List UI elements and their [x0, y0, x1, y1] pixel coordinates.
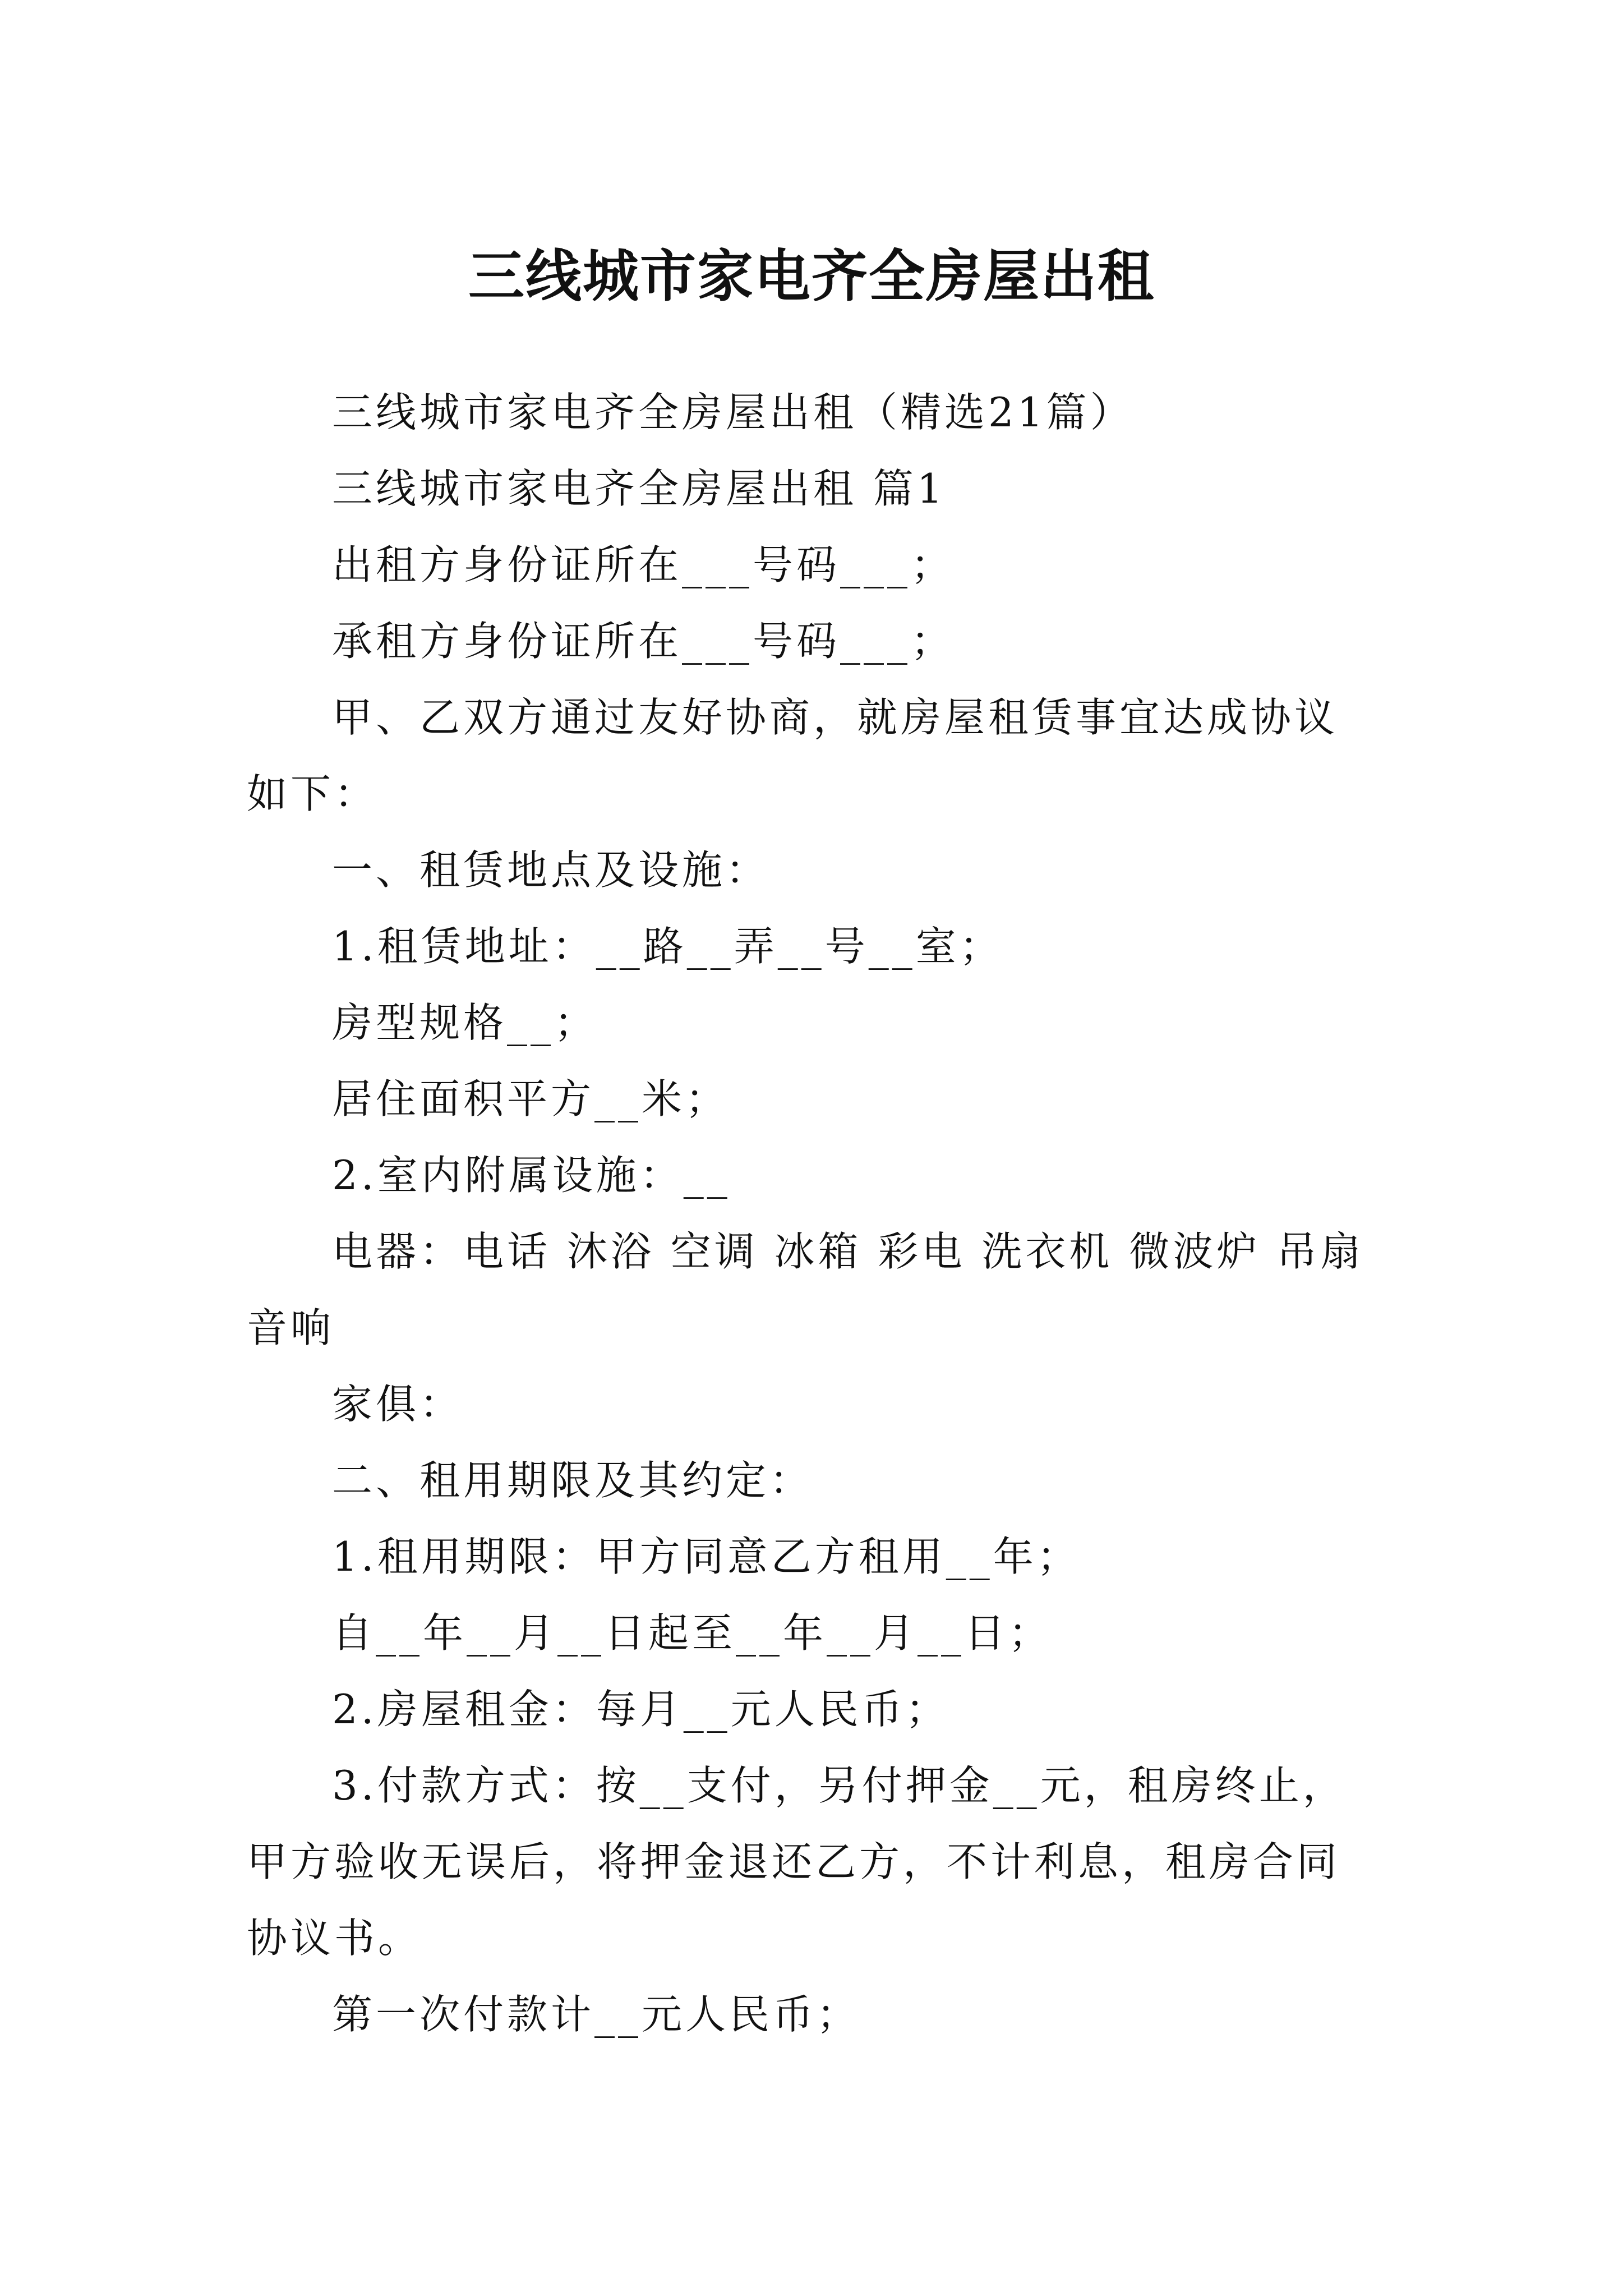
document-body: [247, 374, 1380, 2053]
paragraph-appliances: 电器：电话 沐浴 空调 冰箱 彩电 洗衣机 微波炉 吊扇 音响: [247, 1228, 1364, 1351]
paragraph-facilities: 2.室内附属设施：__: [332, 1152, 731, 1199]
paragraph-article-heading: 三线城市家电齐全房屋出租 篇1: [332, 465, 946, 512]
paragraph-living-area: 居住面积平方__米；: [332, 1075, 730, 1122]
paragraph-furniture: 家俱：: [332, 1381, 464, 1428]
paragraph-lessee-id: 承租方身份证所在___号码___；: [332, 618, 955, 665]
paragraph-payment-method: 3.付款方式：按__支付，另付押金__元，租房终止，甲方验收无误后，将押金退还乙方，不计利息，租房合同协议书。: [247, 1762, 1347, 1962]
document-title: 三线城市家电齐全房屋出租: [468, 243, 1155, 309]
paragraph-lease-dates: 自__年__月__日起至__年__月__日；: [332, 1609, 1053, 1657]
paragraph-lessor-id: 出租方身份证所在___号码___；: [332, 541, 955, 588]
paragraph-agreement-intro: 甲、乙双方通过友好协商，就房屋租赁事宜达成协议如下：: [247, 694, 1339, 817]
paragraph-section-one: 一、租赁地点及设施：: [332, 846, 770, 894]
paragraph-lease-term: 1.租用期限：甲方同意乙方租用__年；: [332, 1533, 1081, 1580]
paragraph-collection-title: 三线城市家电齐全房屋出租（精选21篇）: [332, 389, 1134, 436]
paragraph-first-payment: 第一次付款计__元人民币；: [332, 1991, 861, 2038]
paragraph-section-two: 二、租用期限及其约定：: [332, 1457, 814, 1504]
paragraph-address: 1.租赁地址：__路__弄__号__室；: [332, 923, 1003, 970]
paragraph-room-type: 房型规格__；: [332, 999, 598, 1046]
paragraph-rent: 2.房屋租金：每月__元人民币；: [332, 1686, 949, 1733]
